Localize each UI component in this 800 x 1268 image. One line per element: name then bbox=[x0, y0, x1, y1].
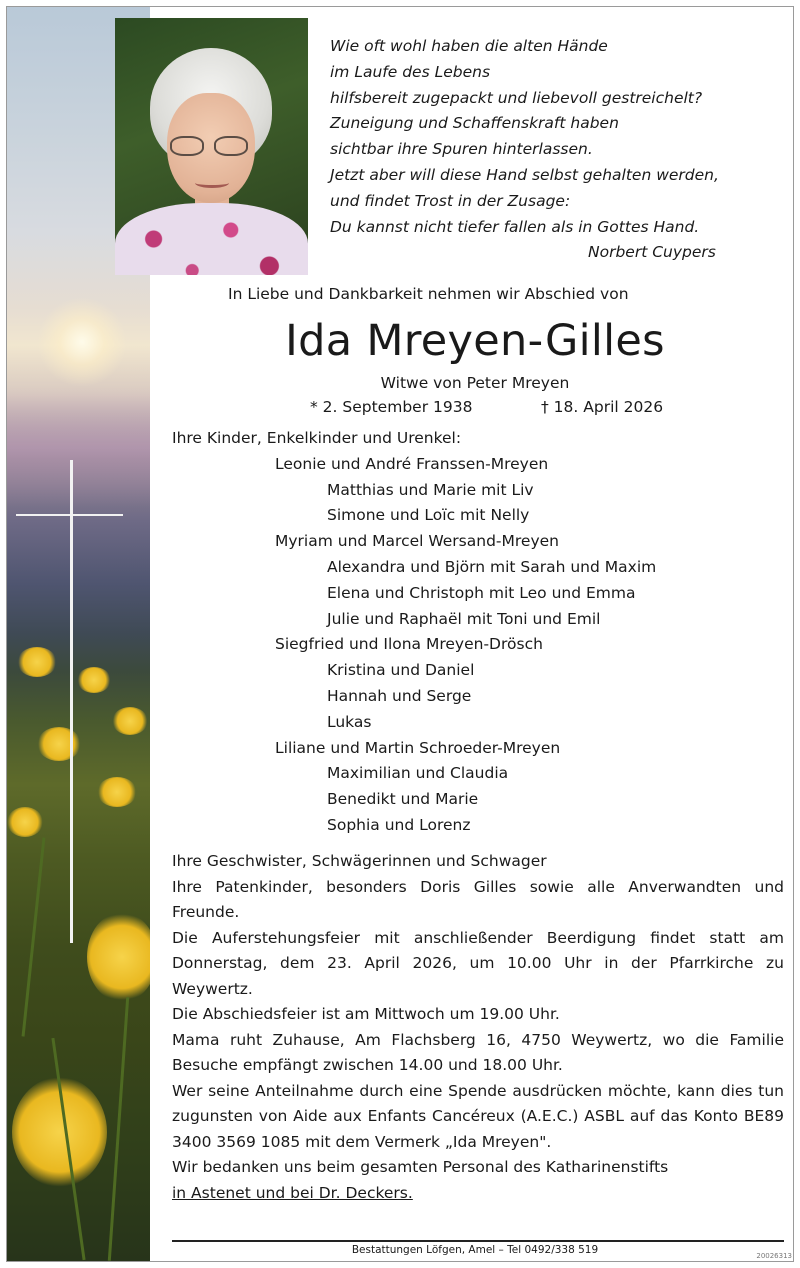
thanks-line-1: Wir bedanken uns beim gesamten Personal des Katharinenstifts bbox=[172, 1158, 669, 1176]
portrait-blouse bbox=[115, 203, 308, 275]
birth-date: * 2. September 1938 bbox=[310, 398, 473, 416]
family-child: Kristina und Daniel bbox=[327, 661, 475, 680]
siblings-line: Ihre Geschwister, Schwägerinnen und Schwager bbox=[172, 852, 547, 870]
funeral-home-footer: Bestattungen Löfgen, Amel – Tel 0492/338 519 bbox=[351, 1244, 599, 1256]
sun-glow bbox=[37, 297, 127, 387]
poem bbox=[330, 34, 790, 261]
ceremony-paragraph: Die Auferstehungsfeier mit anschließender Beerdigung findet statt am Donnerstag, dem 23. April 2026, um 10.00 Uhr in der Pfarrkirche zu Weywertz. bbox=[172, 928, 784, 998]
daffodil-icon bbox=[17, 647, 57, 677]
family-parents: Myriam und Marcel Wersand-Mreyen bbox=[275, 532, 559, 551]
footer-divider bbox=[172, 1240, 784, 1242]
daffodil-icon bbox=[7, 807, 43, 837]
thanks-line-2: in Astenet und bei Dr. Deckers. bbox=[172, 1183, 413, 1202]
ad-code: 20026313 bbox=[756, 1252, 792, 1260]
family-child: Matthias und Marie mit Liv bbox=[327, 480, 534, 499]
poem-line: Zuneigung und Schaffenskraft haben bbox=[330, 114, 619, 133]
poem-author: Norbert Cuypers bbox=[588, 243, 716, 261]
poem-line: sichtbar ihre Spuren hinterlassen. bbox=[330, 140, 593, 159]
cross-icon-bar bbox=[16, 514, 123, 516]
family-parents: Siegfried und Ilona Mreyen-Drösch bbox=[275, 635, 543, 654]
family-parents: Leonie und André Franssen-Mreyen bbox=[275, 454, 549, 473]
family-child: Elena und Christoph mit Leo und Emma bbox=[327, 583, 636, 602]
deceased-name: Ida Mreyen-Gilles bbox=[285, 316, 665, 366]
glasses-icon bbox=[170, 136, 252, 158]
poem-line: hilfsbereit zugepackt und liebevoll gestreichelt? bbox=[330, 88, 703, 107]
poem-line: und findet Trost in der Zusage: bbox=[330, 191, 571, 210]
daffodil-icon bbox=[77, 667, 111, 693]
daffodil-icon bbox=[97, 777, 137, 807]
flower-stem bbox=[108, 997, 129, 1261]
flower-stem bbox=[22, 837, 46, 1036]
family-child: Benedikt und Marie bbox=[327, 790, 479, 809]
godchildren-paragraph: Ihre Patenkinder, besonders Doris Gilles sowie alle Anverwandten und Freunde. bbox=[172, 877, 784, 921]
family-child: Lukas bbox=[327, 712, 372, 731]
portrait-photo bbox=[115, 18, 308, 275]
poem-line: Jetzt aber will diese Hand selbst gehalten werden, bbox=[330, 165, 719, 184]
family-child: Alexandra und Björn mit Sarah und Maxim bbox=[327, 557, 657, 576]
family-parents: Liliane und Martin Schroeder-Mreyen bbox=[275, 738, 561, 757]
home-paragraph: Mama ruht Zuhause, Am Flachsberg 16, 4750 Weywertz, wo die Familie Besuche empfängt zwischen 14.00 und 18.00 Uhr. bbox=[172, 1030, 784, 1074]
family-child: Julie und Raphaël mit Toni und Emil bbox=[327, 609, 601, 628]
family-child: Maximilian und Claudia bbox=[327, 764, 509, 783]
cross-icon bbox=[70, 460, 73, 943]
daffodil-icon bbox=[37, 727, 81, 761]
daffodil-icon bbox=[87, 912, 150, 1002]
family-heading: Ihre Kinder, Enkelkinder und Urenkel: bbox=[172, 429, 462, 447]
farewell-paragraph: Die Abschiedsfeier ist am Mittwoch um 19.00 Uhr. bbox=[172, 1005, 560, 1023]
widow-of: Witwe von Peter Mreyen bbox=[380, 374, 570, 392]
daffodil-icon bbox=[112, 707, 148, 735]
intro-text: In Liebe und Dankbarkeit nehmen wir Abschied von bbox=[228, 285, 629, 303]
poem-line: im Laufe des Lebens bbox=[330, 62, 491, 81]
donation-paragraph: Wer seine Anteilnahme durch eine Spende ausdrücken möchte, kann dies tun zugunsten von Aide aux Enfants Cancéreux (A.E.C.) ASBL auf das Konto BE89 3400 3569 1085 mit dem Vermerk „Ida Mreyen". bbox=[172, 1081, 784, 1151]
family-child: Simone und Loïc mit Nelly bbox=[327, 506, 530, 525]
family-child: Hannah und Serge bbox=[327, 686, 472, 705]
family-list bbox=[172, 426, 784, 839]
portrait-smile bbox=[195, 178, 229, 188]
poem-line: Wie oft wohl haben die alten Hände bbox=[330, 37, 608, 55]
family-child: Sophia und Lorenz bbox=[327, 815, 471, 834]
poem-line: Du kannst nicht tiefer fallen als in Gottes Hand. bbox=[330, 217, 700, 236]
death-date: † 18. April 2026 bbox=[541, 398, 664, 416]
sky-haze bbox=[7, 387, 150, 507]
notice-body bbox=[172, 849, 784, 1206]
